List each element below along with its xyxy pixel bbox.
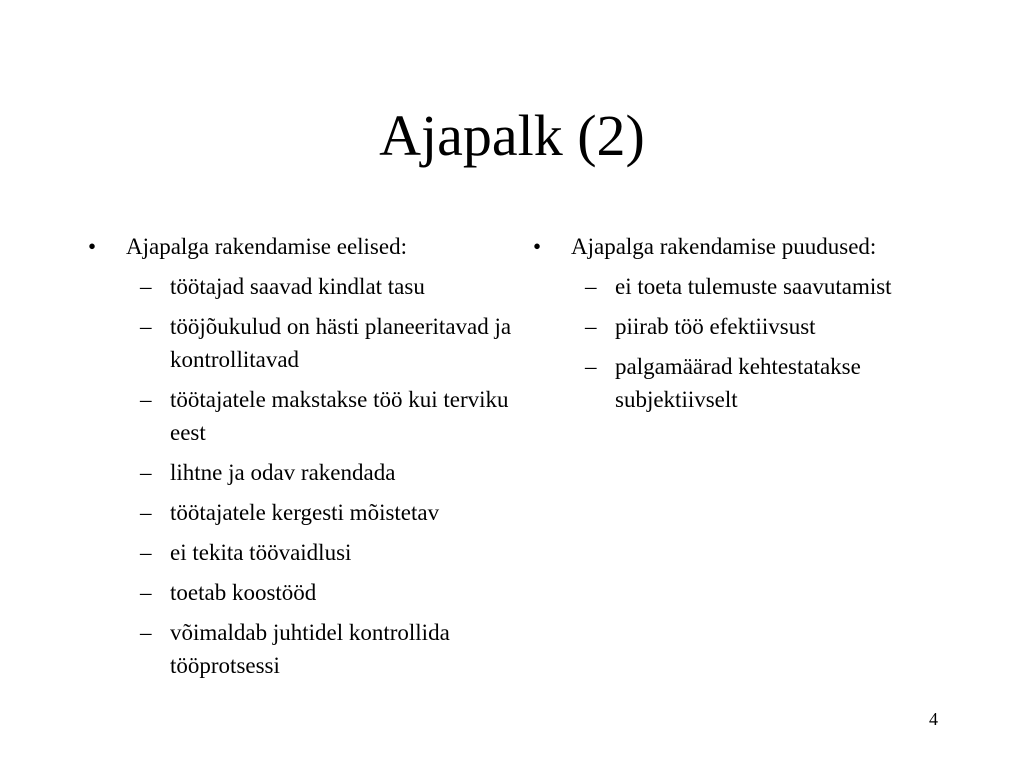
list-item-text: toetab koostööd [170, 580, 317, 605]
dash-icon: – [140, 580, 152, 605]
list-item-text: ei tekita töövaidlusi [170, 540, 352, 565]
list-item [88, 456, 528, 489]
list-item-text: piirab töö efektiivsust [615, 314, 816, 339]
bullet-icon: • [88, 234, 97, 259]
list-item [88, 496, 528, 529]
dash-icon: – [140, 500, 152, 525]
dash-icon: – [140, 274, 152, 299]
dash-icon: – [585, 274, 597, 299]
list-item [533, 270, 953, 303]
dash-icon: – [140, 540, 152, 565]
list-item [88, 383, 528, 449]
list-item-text: ei toeta tulemuste saavutamist [615, 274, 892, 299]
list-item [88, 576, 528, 609]
list-item-text: tööjõukulud on hästi planeeritavad ja kontrollitavad [170, 314, 512, 372]
list-item-text: lihtne ja odav rakendada [170, 460, 396, 485]
list-item [533, 310, 953, 343]
slide-title: Ajapalk (2) [379, 103, 645, 168]
advantages-heading: Ajapalga rakendamise eelised: [126, 234, 407, 259]
dash-icon: – [140, 620, 152, 645]
disadvantages-heading-item [533, 230, 953, 263]
bullet-icon: • [533, 234, 542, 259]
page-number: 4 [929, 709, 938, 729]
list-item-text: töötajad saavad kindlat tasu [170, 274, 425, 299]
disadvantages-column [533, 230, 953, 423]
list-item-text: töötajatele makstakse töö kui terviku eest [170, 387, 509, 445]
list-item [88, 270, 528, 303]
advantages-column [88, 230, 528, 689]
list-item [88, 616, 528, 682]
dash-icon: – [140, 387, 152, 412]
list-item-text: palgamäärad kehtestatakse subjektiivselt [615, 354, 861, 412]
list-item-text: töötajatele kergesti mõistetav [170, 500, 440, 525]
list-item-text: võimaldab juhtidel kontrollida tööprotsessi [170, 620, 450, 678]
advantages-heading-item [88, 230, 528, 263]
dash-icon: – [140, 314, 152, 339]
dash-icon: – [140, 460, 152, 485]
dash-icon: – [585, 314, 597, 339]
disadvantages-heading: Ajapalga rakendamise puudused: [571, 234, 877, 259]
list-item [88, 310, 528, 376]
list-item [533, 350, 953, 416]
dash-icon: – [585, 354, 597, 379]
list-item [88, 536, 528, 569]
